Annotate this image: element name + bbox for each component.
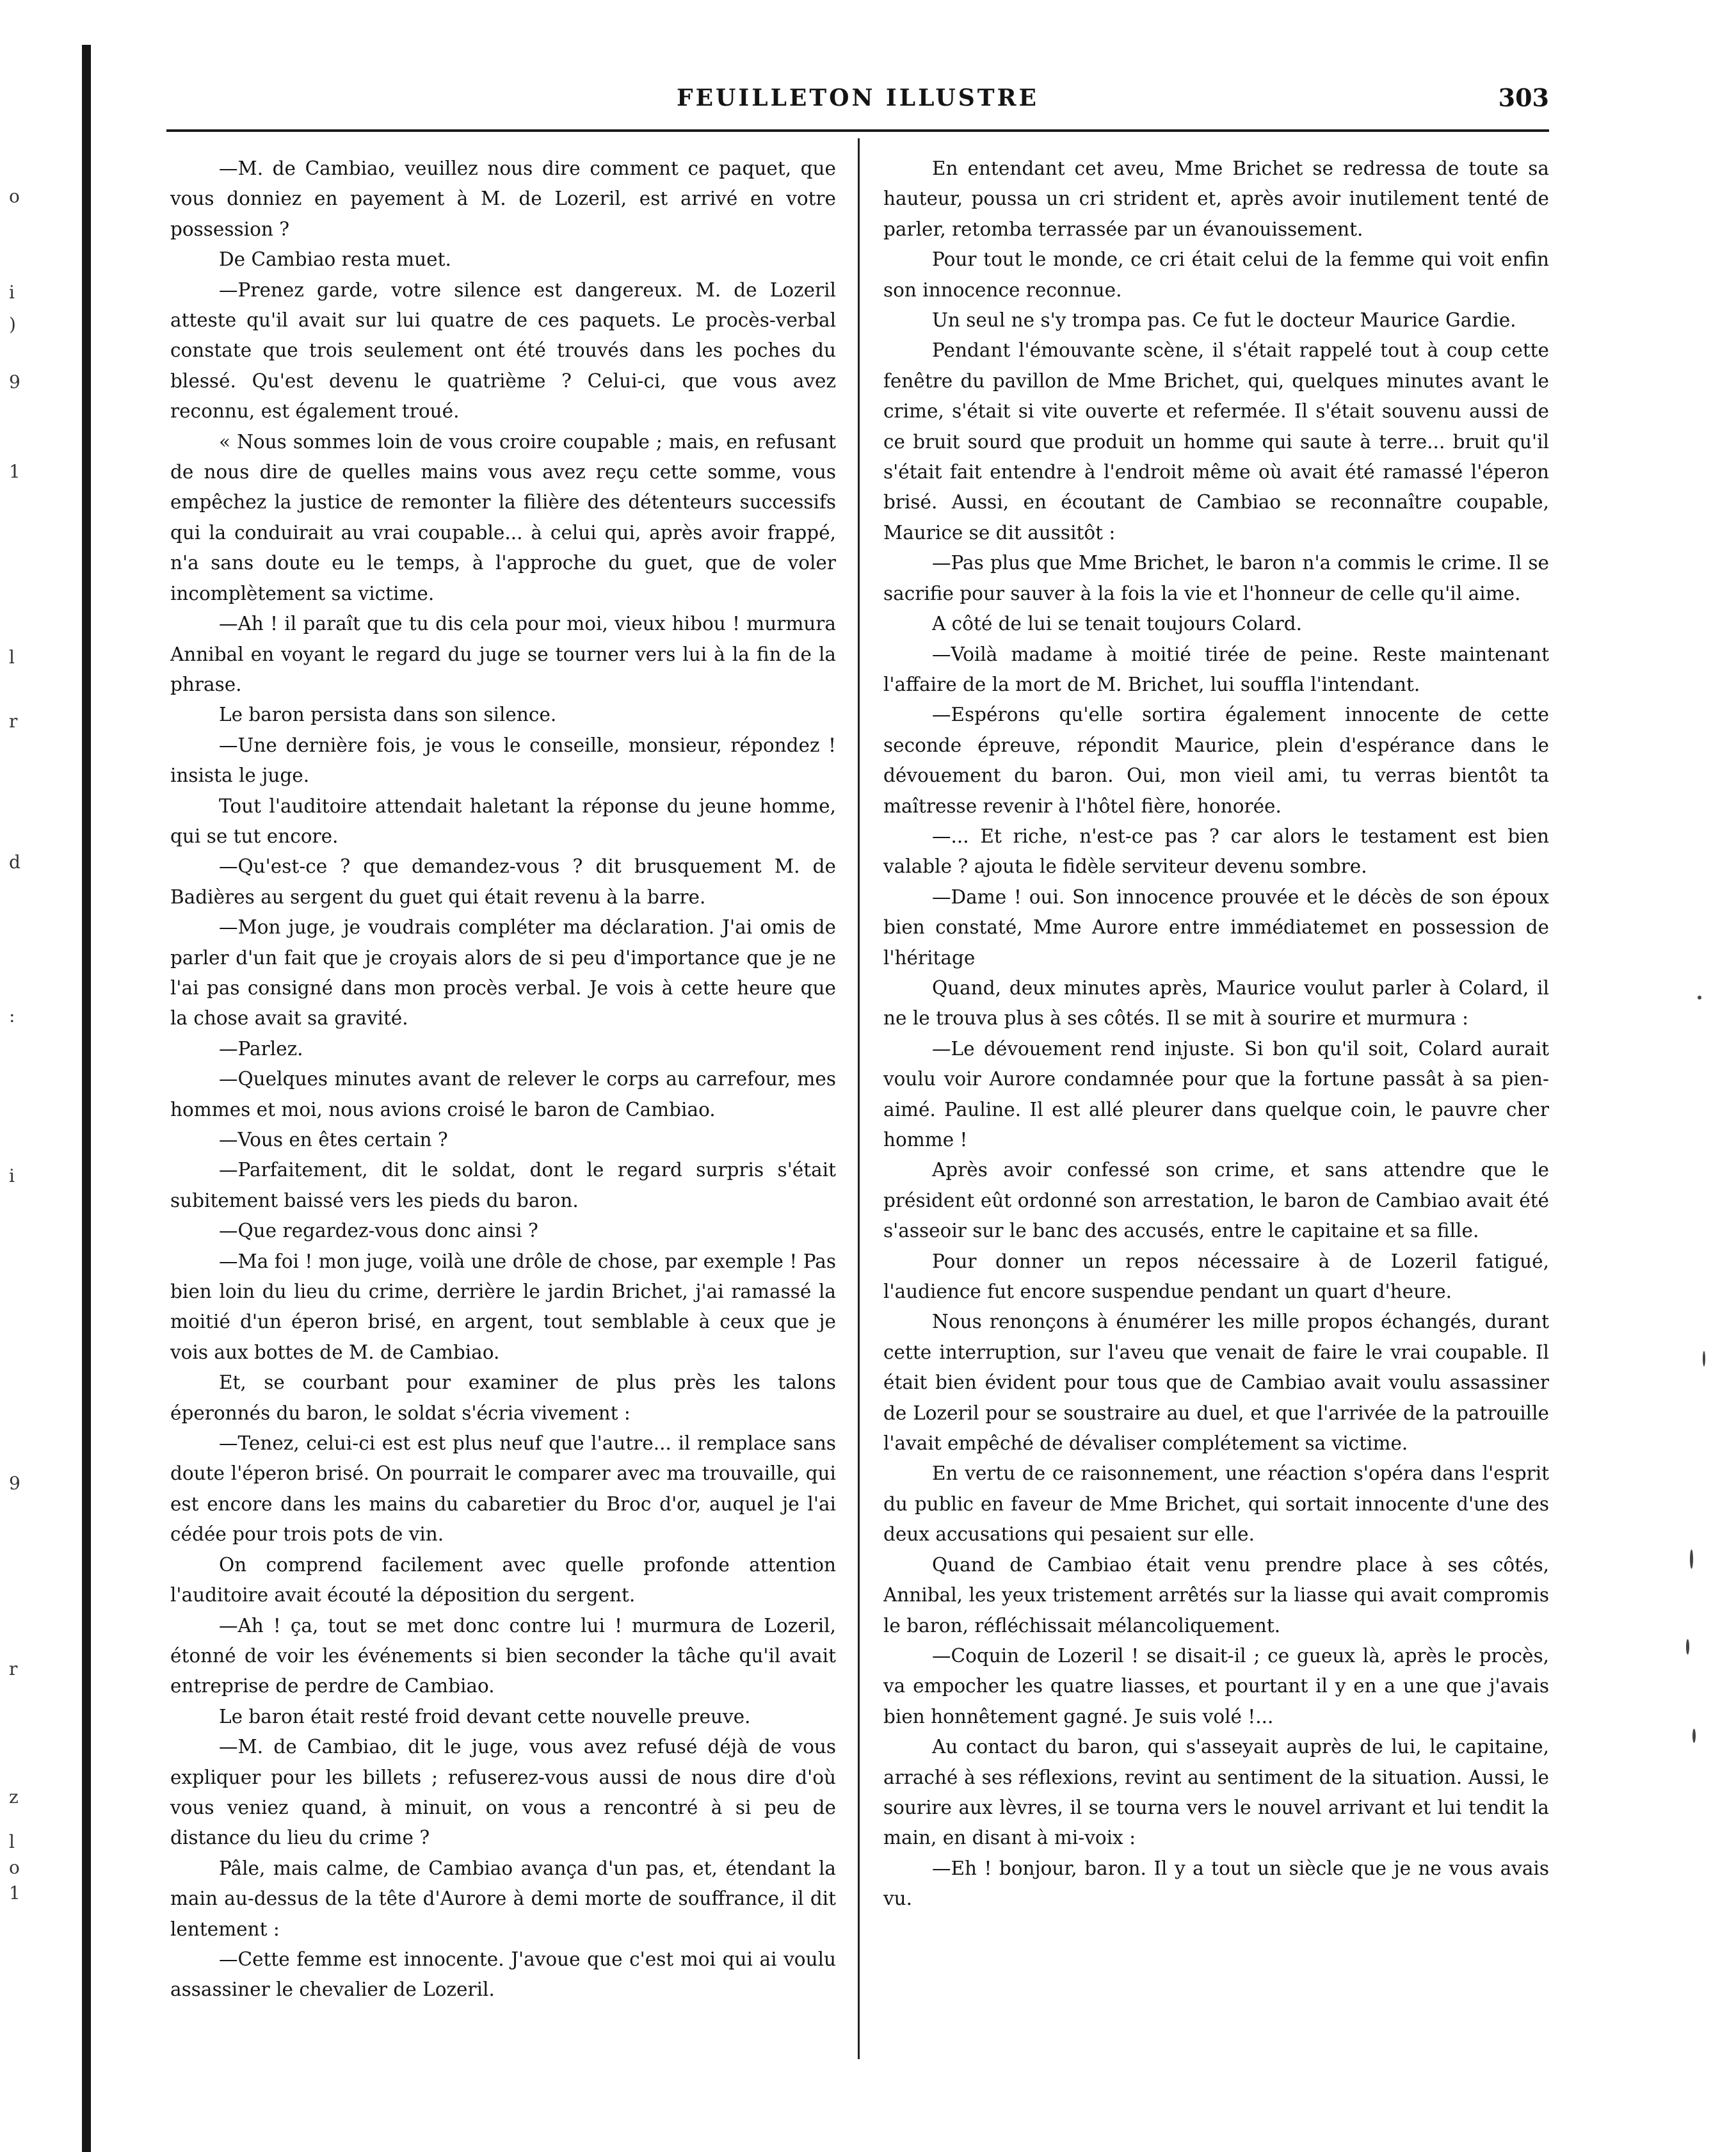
paragraph: —Tenez, celui-ci est est plus neuf que l'autre... il remplace sans doute l'éperon brisé. On pourrait le comparer avec ma trouvaille, qui est encore dans les mains du cabaretier du Broc d'or, auquel je l'ai cédée pour trois pots de vin. bbox=[170, 1432, 836, 1546]
paragraph: Après avoir confessé son crime, et sans attendre que le président eût ordonné son arrestation, le baron de Cambiao avait été s'asseoir sur le banc des accusés, entre le capitaine et sa fille. bbox=[883, 1159, 1549, 1242]
paragraph: Nous renonçons à énumérer les mille propos échangés, durant cette interruption, sur l'aveu que venait de faire le vrai coupable. Il était bien évident pour tous que de Cambiao avait voulu assassiner de Lozeril pour se soustraire au duel, et que l'arrivée de la patrouille l'avait empêché de dévaliser complétement sa victime. bbox=[883, 1311, 1549, 1455]
paragraph: —Que regardez-vous donc ainsi ? bbox=[219, 1220, 538, 1242]
margin-mark: l bbox=[9, 1831, 15, 1852]
paragraph: —Parfaitement, dit le soldat, dont le regard surpris s'était subitement baissé vers les pieds du baron. bbox=[170, 1159, 836, 1211]
paragraph: —Parlez. bbox=[219, 1037, 303, 1060]
margin-mark: 1 bbox=[9, 461, 20, 482]
binding-spine bbox=[82, 45, 91, 2152]
margin-bleedthrough bbox=[0, 0, 77, 2152]
margin-mark: i bbox=[9, 1165, 15, 1186]
scan-speck bbox=[1686, 1639, 1689, 1654]
paragraph: —Mon juge, je voudrais compléter ma déclaration. J'ai omis de parler d'un fait que je croyais alors de si peu d'importance que je ne l'ai pas consigné dans mon procès verbal. Je vois à cette heure que la chose avait sa gravité. bbox=[170, 916, 836, 1030]
paragraph: Pour donner un repos nécessaire à de Lozeril fatigué, l'audience fut encore suspendue pendant un quart d'heure. bbox=[883, 1250, 1549, 1303]
paragraph: —Vous en êtes certain ? bbox=[219, 1129, 448, 1151]
paragraph: Pour tout le monde, ce cri était celui de la femme qui voit enfin son innocence reconnue. bbox=[883, 248, 1549, 301]
paragraph: Le baron était resté froid devant cette nouvelle preuve. bbox=[219, 1705, 751, 1727]
paragraph: Quand, deux minutes après, Maurice voulut parler à Colard, il ne le trouva plus à ses côtés. Il se mit à sourire et murmura : bbox=[883, 976, 1549, 1030]
header-rule bbox=[166, 129, 1549, 132]
paragraph: —... Et riche, n'est-ce pas ? car alors le testament est bien valable ? ajouta le fidèle serviteur devenu sombre. bbox=[883, 825, 1549, 878]
paragraph: Quand de Cambiao était venu prendre place à ses côtés, Annibal, les yeux tristement arrêtés sur la liasse qui avait compromis le baron, réfléchissait mélancoliquement. bbox=[883, 1553, 1549, 1637]
margin-mark: 9 bbox=[9, 371, 20, 392]
scan-speck bbox=[1692, 1729, 1696, 1743]
paragraph: —Quelques minutes avant de relever le corps au carrefour, mes hommes et moi, nous avions croisé le baron de Cambiao. bbox=[170, 1068, 836, 1120]
margin-mark: ) bbox=[9, 314, 16, 335]
paragraph: —Ah ! ça, tout se met donc contre lui ! murmura de Lozeril, étonné de voir les événements si bien seconder la tâche qu'il avait entreprise de perdre de Cambiao. bbox=[170, 1614, 836, 1697]
paragraph: Un seul ne s'y trompa pas. Ce fut le docteur Maurice Gardie. bbox=[932, 309, 1516, 332]
paragraph: —Dame ! oui. Son innocence prouvée et le décès de son époux bien constaté, Mme Aurore entre immédiatemet en possession de l'héritage bbox=[883, 886, 1549, 969]
page-number: 303 bbox=[1498, 83, 1549, 112]
paragraph: —Le dévouement rend injuste. Si bon qu'il soit, Colard aurait voulu voir Aurore condamnée pour que la fortune passât à sa pien-aimé. Pauline. Il est allé pleurer dans quelque coin, le pauvre cher homme ! bbox=[883, 1037, 1549, 1151]
paragraph: Et, se courbant pour examiner de plus près les talons éperonnés du baron, le soldat s'écria vivement : bbox=[170, 1371, 836, 1424]
paragraph: A côté de lui se tenait toujours Colard. bbox=[932, 613, 1303, 635]
paragraph: —Cette femme est innocente. J'avoue que c'est moi qui ai voulu assassiner le chevalier de Lozeril. bbox=[170, 1948, 836, 2001]
margin-mark: 9 bbox=[9, 1473, 20, 1494]
margin-mark: o bbox=[9, 1857, 20, 1878]
paragraph: —Prenez garde, votre silence est dangereux. M. de Lozeril atteste qu'il avait sur lui quatre de ces paquets. Le procès-verbal constate que trois seulement ont été trouvés dans les poches du blessé. Qu'est devenu le quatrième ? Celui-ci, que vous avez reconnu, est également troué. bbox=[170, 279, 836, 423]
running-title: FEUILLETON ILLUSTRE bbox=[677, 85, 1039, 111]
paragraph: Le baron persista dans son silence. bbox=[219, 704, 557, 726]
margin-mark: : bbox=[9, 1005, 15, 1026]
paragraph: Pâle, mais calme, de Cambiao avança d'un pas, et, étendant la main au-dessus de la tête d'Aurore à demi morte de souffrance, il dit lentement : bbox=[170, 1857, 836, 1940]
margin-mark: r bbox=[9, 711, 18, 732]
paragraph: —Une dernière fois, je vous le conseille, monsieur, répondez ! insista le juge. bbox=[170, 734, 836, 787]
paragraph: —Eh ! bonjour, baron. Il y a tout un siècle que je ne vous avais vu. bbox=[883, 1857, 1549, 1910]
paragraph: —Ah ! il paraît que tu dis cela pour moi, vieux hibou ! murmura Annibal en voyant le regard du juge se tourner vers lui à la fin de la phrase. bbox=[170, 613, 836, 695]
paragraph: Tout l'auditoire attendait haletant la réponse du jeune homme, qui se tut encore. bbox=[170, 795, 836, 847]
paragraph: —Ma foi ! mon juge, voilà une drôle de chose, par exemple ! Pas bien loin du lieu du crime, derrière le jardin Brichet, j'ai ramassé la moitié d'un éperon brisé, en argent, tout semblable à ceux que je vois aux bottes de M. de Cambiao. bbox=[170, 1250, 836, 1363]
column-divider bbox=[858, 138, 860, 2059]
paragraph: « Nous sommes loin de vous croire coupable ; mais, en refusant de nous dire de quelles mains vous avez reçu cette somme, vous empêchez la justice de remonter la filière des détenteurs successifs qui la conduirait au vrai coupable... à celui qui, après avoir frappé, n'a sans doute eu le temps, à l'approche du guet, que de voler incomplètement sa victime. bbox=[170, 430, 836, 604]
page-header bbox=[166, 82, 1549, 120]
paragraph: —Espérons qu'elle sortira également innocente de cette seconde épreuve, répondit Maurice, plein d'espérance dans le dévouement du baron. Oui, mon vieil ami, tu verras bientôt ta maîtresse revenir à l'hôtel fière, honorée. bbox=[883, 704, 1549, 817]
margin-mark: o bbox=[9, 186, 20, 207]
paragraph: Pendant l'émouvante scène, il s'était rappelé tout à coup cette fenêtre du pavillon de Mme Brichet, qui, quelques minutes avant le crime, s'était si vite ouverte et refermée. Il s'était souvenu aussi de ce bruit sourd que produit un homme qui saute à terre... bruit qu'il s'était fait entendre à l'endroit même où avait été ramassé l'éperon brisé. Aussi, en écoutant de Cambiao se reconnaître coupable, Maurice se dit aussitôt : bbox=[883, 339, 1549, 544]
margin-mark: z bbox=[9, 1786, 19, 1808]
scan-speck bbox=[1690, 1549, 1693, 1569]
paragraph: —Coquin de Lozeril ! se disait-il ; ce gueux là, après le procès, va empocher les quatre liasses, et pourtant il y en a une que j'avais bien honnêtement gagné. Je suis volé !... bbox=[883, 1644, 1549, 1727]
scan-speck bbox=[1698, 996, 1701, 999]
paragraph: Au contact du baron, qui s'asseyait auprès de lui, le capitaine, arraché à ses réflexions, revint au sentiment de la situation. Aussi, le sourire aux lèvres, il se tourna vers le nouvel arrivant et lui tendit la main, en disant à mi-voix : bbox=[883, 1736, 1549, 1849]
paragraph: —M. de Cambiao, veuillez nous dire comment ce paquet, que vous donniez en payement à M. de Lozeril, est arrivé en votre possession ? bbox=[170, 158, 836, 240]
left-column bbox=[170, 154, 836, 2005]
paragraph: En vertu de ce raisonnement, une réaction s'opéra dans l'esprit du public en faveur de Mme Brichet, qui sortait innocente d'une des deux accusations qui pesaient sur elle. bbox=[883, 1462, 1549, 1546]
paragraph: En entendant cet aveu, Mme Brichet se redressa de toute sa hauteur, poussa un cri strident et, après avoir inutilement tenté de parler, retomba terrassée par un évanouissement. bbox=[883, 158, 1549, 240]
paragraph: —Qu'est-ce ? que demandez-vous ? dit brusquement M. de Badières au sergent du guet qui était revenu à la barre. bbox=[170, 855, 836, 908]
paragraph: —M. de Cambiao, dit le juge, vous avez refusé déjà de vous expliquer pour les billets ; refuserez-vous aussi de nous dire d'où vous veniez quand, à minuit, on vous a rencontré à si peu de distance du lieu du crime ? bbox=[170, 1736, 836, 1849]
margin-mark: i bbox=[9, 282, 15, 303]
margin-mark: d bbox=[9, 852, 20, 873]
right-column bbox=[883, 154, 1549, 1914]
margin-mark: r bbox=[9, 1658, 18, 1679]
scan-speck bbox=[1703, 1351, 1705, 1366]
margin-mark: 1 bbox=[9, 1882, 20, 1904]
margin-mark: l bbox=[9, 647, 15, 668]
paragraph: On comprend facilement avec quelle profonde attention l'auditoire avait écouté la déposition du sergent. bbox=[170, 1553, 836, 1606]
paragraph: De Cambiao resta muet. bbox=[219, 248, 451, 271]
paragraph: —Pas plus que Mme Brichet, le baron n'a commis le crime. Il se sacrifie pour sauver à la fois la vie et l'honneur de celle qu'il aime. bbox=[883, 552, 1549, 604]
paragraph: —Voilà madame à moitié tirée de peine. Reste maintenant l'affaire de la mort de M. Brichet, lui souffla l'intendant. bbox=[883, 643, 1549, 695]
